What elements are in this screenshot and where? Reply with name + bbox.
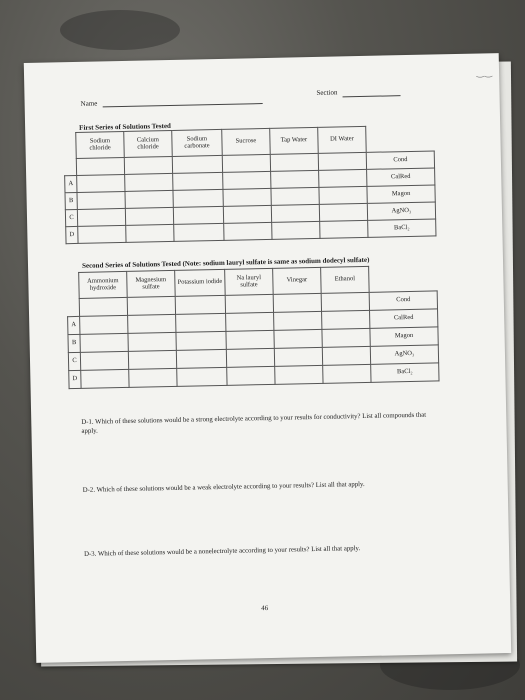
header (80, 85, 480, 113)
test-label: Cond (366, 151, 434, 169)
test-label: AgNO₃ (367, 202, 435, 220)
row-label: B (65, 192, 77, 209)
test-label: Magon (367, 185, 435, 203)
column-header: Ethanol (321, 266, 370, 293)
name-label: Name (80, 99, 98, 108)
row-label: A (65, 175, 77, 192)
page-number: 46 (261, 604, 269, 613)
page-corner-curl: ‿‿ (476, 67, 494, 78)
corner-cell (67, 272, 80, 298)
row-label: A (68, 316, 80, 334)
test-header-blank (369, 265, 438, 292)
row-label: D (66, 226, 78, 243)
test-label: BaCl₂ (368, 219, 436, 237)
question-d3: D-3. Which of these solutions would be a nonelectrolyte according to your results? List all that apply. (83, 545, 361, 558)
column-header: Ammonium hydroxide (79, 271, 128, 298)
table2 (66, 264, 439, 389)
test-label: BaCl₂ (371, 363, 439, 382)
question-d2: D-2. Which of these solutions would be a weak electrolyte according to your results? List all that apply. (82, 480, 365, 494)
row-label: C (65, 209, 77, 226)
background-stain (60, 10, 180, 50)
column-header: Tap Water (270, 127, 319, 154)
column-header: Vinegar (273, 267, 322, 294)
question-d1: D-1. Which of these solutions would be a strong electrolyte according to your results for conductivity? List all compounds that apply. (81, 411, 427, 436)
test-label: Cond (369, 291, 437, 310)
row-label: D (69, 370, 81, 388)
row-label: C (68, 352, 80, 370)
column-header: Sodium chloride (76, 131, 125, 158)
corner-cell (64, 132, 77, 158)
test-label: Magon (370, 327, 438, 346)
test-header-blank (366, 125, 435, 152)
test-label: CalRed (367, 168, 435, 186)
table1 (63, 121, 436, 244)
column-header: DI Water (318, 126, 367, 153)
table1-title: First Series of Solutions Tested (79, 121, 172, 132)
worksheet-page (24, 53, 511, 663)
section-field[interactable] (343, 95, 401, 97)
column-header: Na lauryl sulfate (225, 268, 274, 295)
column-header: Sucrose (222, 128, 271, 155)
row-label: B (68, 334, 80, 352)
column-header: Calcium chloride (124, 130, 173, 157)
table2-title: Second Series of Solutions Tested (Note: sodium lauryl sulfate is same as sodium dodecyl sulfate) (81, 255, 370, 270)
name-field[interactable] (103, 103, 263, 107)
test-label: CalRed (370, 309, 438, 328)
column-header: Magnesium sulfate (127, 270, 176, 297)
column-header: Potassium iodide (175, 269, 226, 296)
test-label: AgNO₃ (370, 345, 438, 364)
column-header: Sodium carbonate (172, 129, 223, 156)
section-label: Section (316, 88, 338, 97)
